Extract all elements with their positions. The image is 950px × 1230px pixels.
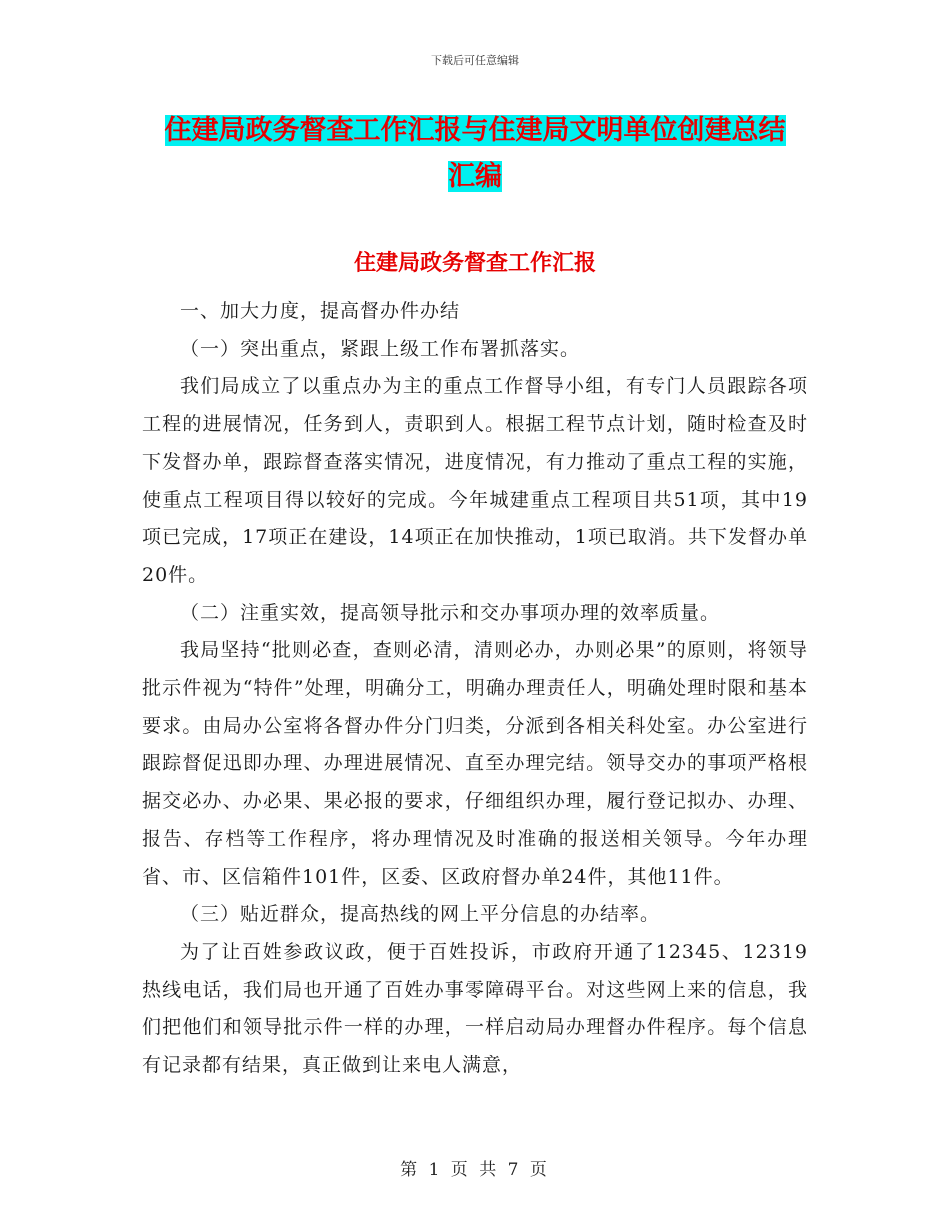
heading-level1: 一、加大力度，提高督办件办结 [180,300,461,322]
section-title: 住建局政务督查工作汇报 [353,251,596,276]
paragraph: 我局坚持“批则必查，查则必清，清则必办，办则必果”的原则，将领导批示件视为“特件”处理，明确分工，明确办理责任人，明确处理时限和基本要求。由局办公室将各督办件分门归类，分派到各相关科处室。办公室进行跟踪督促迅即办理、办理进展情况、直至办理完结。领导交办的事项严格根据交必办、办必果、果必报的要求，仔细组织办理，履行登记拟办、办理、报告、存档等工作程序，将办理情况及时准确的报送相关领导。今年办理省、市、区信箱件101件，区委、区政府督办单24件，其他11件。 [142,639,808,888]
heading-level2: （一）突出重点，紧跟上级工作布署抓落实。 [180,337,581,360]
page-footer: 第 1 页 共 7 页 [400,1160,550,1180]
heading-level2: （二）注重实效，提高领导批示和交办事项办理的效率质量。 [180,601,721,624]
paragraph: 我们局成立了以重点办为主的重点工作督导小组，有专门人员跟踪各项工程的进展情况，任务到人，责职到人。根据工程节点计划，随时检查及时下发督办单，跟踪督查落实情况，进度情况，有力推动了重点工程的实施，使重点工程项目得以较好的完成。今年城建重点工程项目共51项，其中19项已完成，17项正在建设，14项正在加快推动，1项已取消。共下发督办单20件。 [142,375,808,586]
header-note: 下载后可任意编辑 [431,54,519,67]
paragraph: 为了让百姓参政议政，便于百姓投诉，市政府开通了12345、12319热线电话，我们局也开通了百姓办事零障碍平台。对这些网上来的信息，我们把他们和领导批示件一样的办理，一样启动局办理督办件程序。每个信息有记录都有结果，真正做到让来电人满意， [142,940,808,1077]
heading-level2: （三）贴近群众，提高热线的网上平分信息的办结率。 [180,903,661,926]
main-title-line1: 住建局政务督查工作汇报与住建局文明单位创建总结 [164,115,786,146]
main-title-line2: 汇编 [448,161,502,192]
document-main-title [140,108,810,200]
document-body [142,293,808,1085]
